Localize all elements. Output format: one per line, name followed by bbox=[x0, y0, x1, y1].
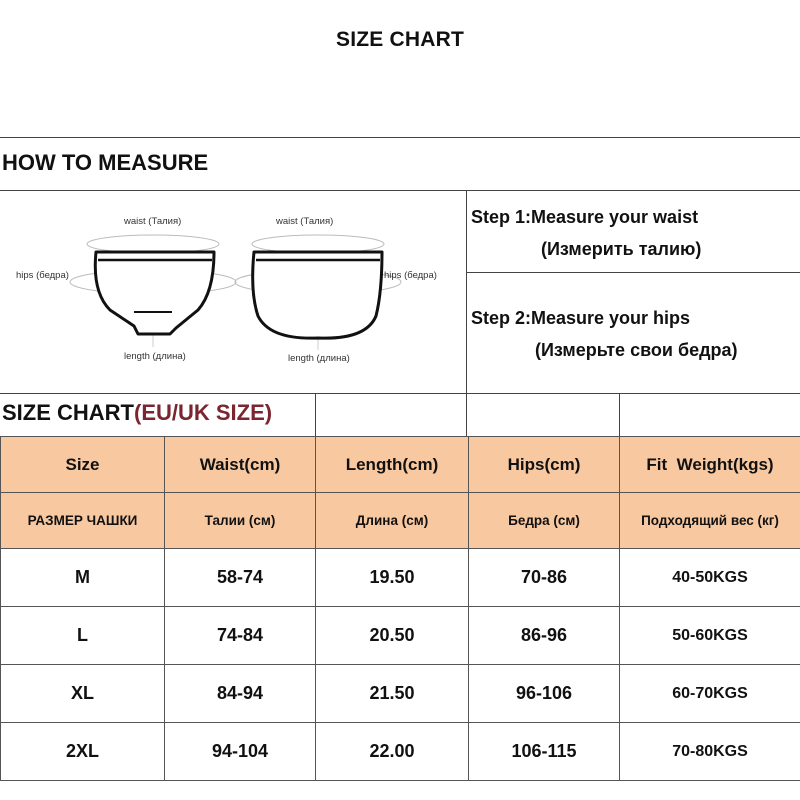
step-1-text: Step 1:Measure your waist bbox=[471, 207, 699, 227]
divider bbox=[0, 137, 800, 138]
hips-cell: 86-96 bbox=[469, 607, 620, 665]
back-waist-label: waist (Талия) bbox=[276, 216, 334, 227]
table-row bbox=[1, 723, 800, 781]
header-cell: Size bbox=[1, 437, 165, 493]
hips-cell: 96-106 bbox=[469, 665, 620, 723]
back-length-label: length (длина) bbox=[288, 353, 350, 364]
measurement-diagram bbox=[0, 192, 466, 392]
step-1-translation: (Измерить талию) bbox=[541, 239, 702, 259]
hips-cell: 70-86 bbox=[469, 549, 620, 607]
length-cell: 21.50 bbox=[316, 665, 469, 723]
divider bbox=[0, 393, 800, 394]
table-row bbox=[1, 549, 800, 607]
page-title: SIZE CHART bbox=[336, 28, 464, 51]
weight-cell: 70-80KGS bbox=[620, 723, 800, 781]
weight-cell: 50-60KGS bbox=[620, 607, 800, 665]
header-cell: Бедра (см) bbox=[469, 493, 620, 549]
divider bbox=[619, 393, 620, 436]
header-row-ru bbox=[1, 493, 800, 549]
how-to-measure-heading: HOW TO MEASURE bbox=[2, 150, 209, 175]
step-2-text: Step 2:Measure your hips bbox=[471, 308, 691, 328]
step-2-instruction bbox=[471, 302, 738, 366]
front-hips-label: hips (бедра) bbox=[16, 270, 69, 281]
header-cell: Hips(cm) bbox=[469, 437, 620, 493]
hips-cell: 106-115 bbox=[469, 723, 620, 781]
length-cell: 20.50 bbox=[316, 607, 469, 665]
size-table bbox=[0, 436, 800, 781]
header-row-en bbox=[1, 437, 800, 493]
header-cell: Талии (см) bbox=[165, 493, 316, 549]
length-cell: 22.00 bbox=[316, 723, 469, 781]
size-cell: M bbox=[1, 549, 165, 607]
weight-cell: 40-50KGS bbox=[620, 549, 800, 607]
size-chart-heading-main: SIZE CHART bbox=[2, 400, 134, 425]
waist-cell: 74-84 bbox=[165, 607, 316, 665]
size-cell: 2XL bbox=[1, 723, 165, 781]
header-cell: Waist(cm) bbox=[165, 437, 316, 493]
size-cell: L bbox=[1, 607, 165, 665]
size-chart-heading-accent: (EU/UK SIZE) bbox=[134, 400, 273, 425]
front-waist-label: waist (Талия) bbox=[124, 216, 182, 227]
header-cell: Length(cm) bbox=[316, 437, 469, 493]
front-length-label: length (длина) bbox=[124, 351, 186, 362]
waist-cell: 84-94 bbox=[165, 665, 316, 723]
step-2-translation: (Измерьте свои бедра) bbox=[535, 340, 738, 360]
back-hips-label: hips (бедра) bbox=[384, 270, 437, 281]
waist-cell: 58-74 bbox=[165, 549, 316, 607]
divider bbox=[466, 190, 467, 436]
table-row bbox=[1, 665, 800, 723]
divider bbox=[0, 190, 800, 191]
back-briefs-illustration bbox=[235, 235, 401, 350]
divider bbox=[466, 272, 800, 273]
header-cell: Длина (см) bbox=[316, 493, 469, 549]
front-briefs-illustration bbox=[70, 235, 236, 347]
waist-cell: 94-104 bbox=[165, 723, 316, 781]
divider bbox=[315, 393, 316, 436]
header-cell: РАЗМЕР ЧАШКИ bbox=[1, 493, 165, 549]
weight-cell: 60-70KGS bbox=[620, 665, 800, 723]
header-cell: Fit Weight(kgs) bbox=[620, 437, 800, 493]
table-row bbox=[1, 607, 800, 665]
size-cell: XL bbox=[1, 665, 165, 723]
size-chart-heading bbox=[2, 400, 272, 426]
header-cell: Подходящий вес (кг) bbox=[620, 493, 800, 549]
step-1-instruction bbox=[471, 201, 701, 265]
length-cell: 19.50 bbox=[316, 549, 469, 607]
